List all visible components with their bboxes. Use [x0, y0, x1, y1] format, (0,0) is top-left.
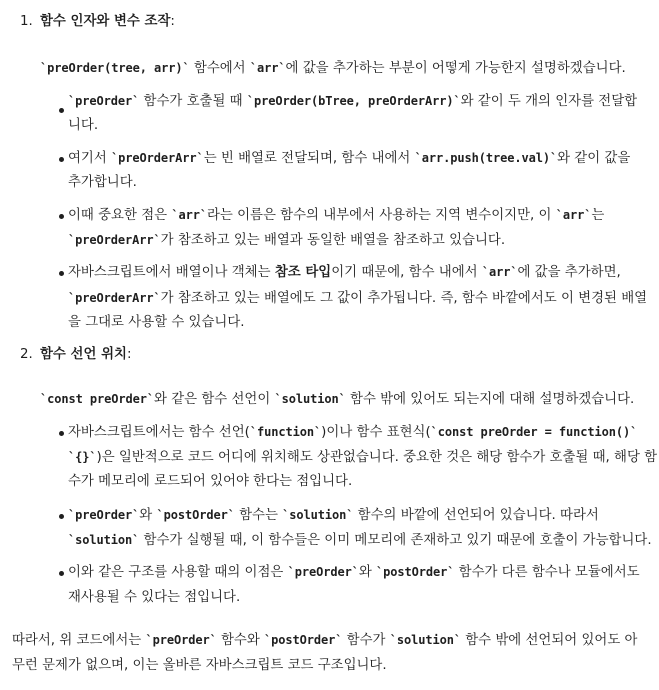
inline-code: `solution`: [282, 508, 354, 522]
bullet-line: [68, 588, 240, 608]
text-span: 을 그대로 사용할 수 있습니다.: [68, 315, 245, 330]
inline-code: `arr`: [481, 265, 518, 279]
inline-code: `postOrder`: [264, 633, 343, 647]
text-span: 이기 때문에, 함수 내에서: [331, 265, 482, 280]
inline-code: `const preOrder = function()`: [430, 425, 638, 439]
bullet-dot: [59, 271, 64, 276]
bullet-line: [68, 173, 137, 193]
bullet-line: [68, 230, 505, 251]
text-span: 가 참조하고 있는 배열에도 그 값이 추가됩니다. 즉, 함수 바깥에서도 이 변경된 배열: [160, 291, 648, 306]
heading-colon: :: [170, 14, 175, 29]
inline-code: `{}`: [68, 450, 97, 464]
bullet-dot: [59, 431, 64, 436]
text-span: 는: [591, 208, 605, 223]
inline-code: `arr`: [171, 208, 207, 222]
bullet-line: [68, 422, 637, 443]
inline-code: `preOrder`: [287, 565, 359, 579]
conclusion-line: [12, 630, 638, 651]
intro-paragraph: [40, 58, 626, 79]
text-span: 라는 이름은 함수의 내부에서 사용하는 지역 변수이지만, 이: [206, 208, 556, 223]
bullet-line: [68, 313, 245, 333]
bold-term: 참조 타입: [274, 265, 332, 280]
text-span: 함수가 호출될 때: [139, 94, 247, 109]
text-span: 함수에서: [189, 61, 250, 76]
text-span: 에 값을 추가하는 부분이 어떻게 가능한지 설명하겠습니다.: [285, 61, 626, 76]
text-span: 무런 문제가 없으며, 이는 올바른 자바스크립트 코드 구조입니다.: [12, 658, 387, 673]
bullet-line: [68, 116, 98, 136]
text-span: 함수가 다른 함수나 모듈에서도: [454, 565, 640, 580]
inline-code: `solution`: [274, 392, 346, 406]
inline-code: `arr`: [249, 61, 286, 75]
inline-code: `preOrderArr`: [111, 151, 204, 165]
text-span: 자바스크립트에서는 함수 선언(: [68, 425, 250, 440]
text-span: 와 같이 값을: [557, 151, 631, 166]
inline-code: `preOrder`: [145, 633, 217, 647]
section-heading: [40, 345, 131, 365]
text-span: 는 빈 배열로 전달되며, 함수 내에서: [203, 151, 415, 166]
inline-code: `const preOrder`: [40, 392, 154, 406]
inline-code: `preOrderArr`: [68, 291, 161, 305]
inline-code: `preOrder`: [68, 94, 140, 108]
text-span: 니다.: [68, 118, 99, 133]
text-span: 추가합니다.: [68, 175, 137, 190]
text-span: 함수의 바깥에 선언되어 있습니다. 따라서: [353, 508, 599, 523]
inline-code: `preOrder(bTree, preOrderArr)`: [246, 94, 461, 108]
text-span: 자바스크립트에서 배열이나 객체는: [68, 265, 275, 280]
intro-paragraph: [40, 389, 634, 410]
bullet-line: [68, 530, 652, 551]
bullet-line: [68, 447, 657, 468]
text-span: 함수가 실행될 때, 이 함수들은 이미 메모리에 존재하고 있기 때문에 호출이 가능합니다.: [139, 533, 652, 548]
section-heading: [40, 12, 175, 32]
section-number: 1.: [20, 14, 33, 29]
bullet-dot: [59, 157, 64, 162]
text-span: 에 값을 추가하면,: [517, 265, 621, 280]
inline-code: `solution`: [389, 633, 461, 647]
text-span: 함수 밖에 선언되어 있어도 아: [460, 633, 638, 648]
bullet-line: [68, 505, 599, 526]
section-number: 2.: [20, 347, 33, 362]
bullet-dot: [59, 571, 64, 576]
bullet-line: [68, 262, 621, 283]
text-span: 와 같이 두 개의 인자를 전달합: [460, 94, 638, 109]
bullet-line: [68, 148, 630, 169]
text-span: 재사용될 수 있다는 점입니다.: [68, 590, 241, 605]
heading-text: 함수 인자와 변수 조작: [40, 14, 171, 29]
inline-code: `function`: [249, 425, 322, 439]
inline-code: `preOrder(tree, arr)`: [40, 61, 190, 75]
inline-code: `arr`: [555, 208, 592, 222]
bullet-line: [68, 91, 637, 112]
heading-text: 함수 선언 위치: [40, 347, 127, 362]
heading-colon: :: [126, 347, 132, 362]
text-span: 따라서, 위 코드에서는: [12, 633, 146, 648]
text-span: 와: [358, 565, 377, 580]
bullet-line: [68, 562, 640, 583]
text-span: 이때 중요한 점은: [68, 208, 172, 223]
text-span: 함수와: [216, 633, 265, 648]
text-span: 와: [139, 508, 157, 523]
inline-code: `preOrder`: [68, 508, 140, 522]
bullet-dot: [59, 108, 64, 113]
text-span: 함수가: [342, 633, 390, 648]
text-span: 가 참조하고 있는 배열과 동일한 배열을 참조하고 있습니다.: [160, 233, 506, 248]
inline-code: `postOrder`: [376, 565, 455, 579]
inline-code: `arr.push(tree.val)`: [414, 151, 558, 165]
text-span: 함수 밖에 있어도 되는지에 대해 설명하겠습니다.: [345, 392, 635, 407]
text-span: )이나 함수 표현식(: [321, 425, 431, 440]
inline-code: `postOrder`: [156, 508, 235, 522]
text-span: 와 같은 함수 선언이: [154, 392, 275, 407]
text-span: 함수는: [234, 508, 283, 523]
text-span: 여기서: [68, 151, 112, 166]
text-span: 이와 같은 구조를 사용할 때의 이점은: [68, 565, 288, 580]
conclusion-line: [12, 656, 387, 676]
bullet-line: [68, 288, 647, 309]
bullet-dot: [59, 514, 64, 519]
inline-code: `solution`: [68, 533, 140, 547]
bullet-dot: [59, 214, 64, 219]
text-span: 수가 메모리에 로드되어 있어야 한다는 점입니다.: [68, 474, 353, 489]
bullet-line: [68, 472, 352, 492]
inline-code: `preOrderArr`: [68, 233, 161, 247]
text-span: )은 일반적으로 코드 어디에 위치해도 상관없습니다. 중요한 것은 해당 함수가 호출될 때, 해당 함: [96, 450, 658, 465]
bullet-line: [68, 205, 604, 226]
